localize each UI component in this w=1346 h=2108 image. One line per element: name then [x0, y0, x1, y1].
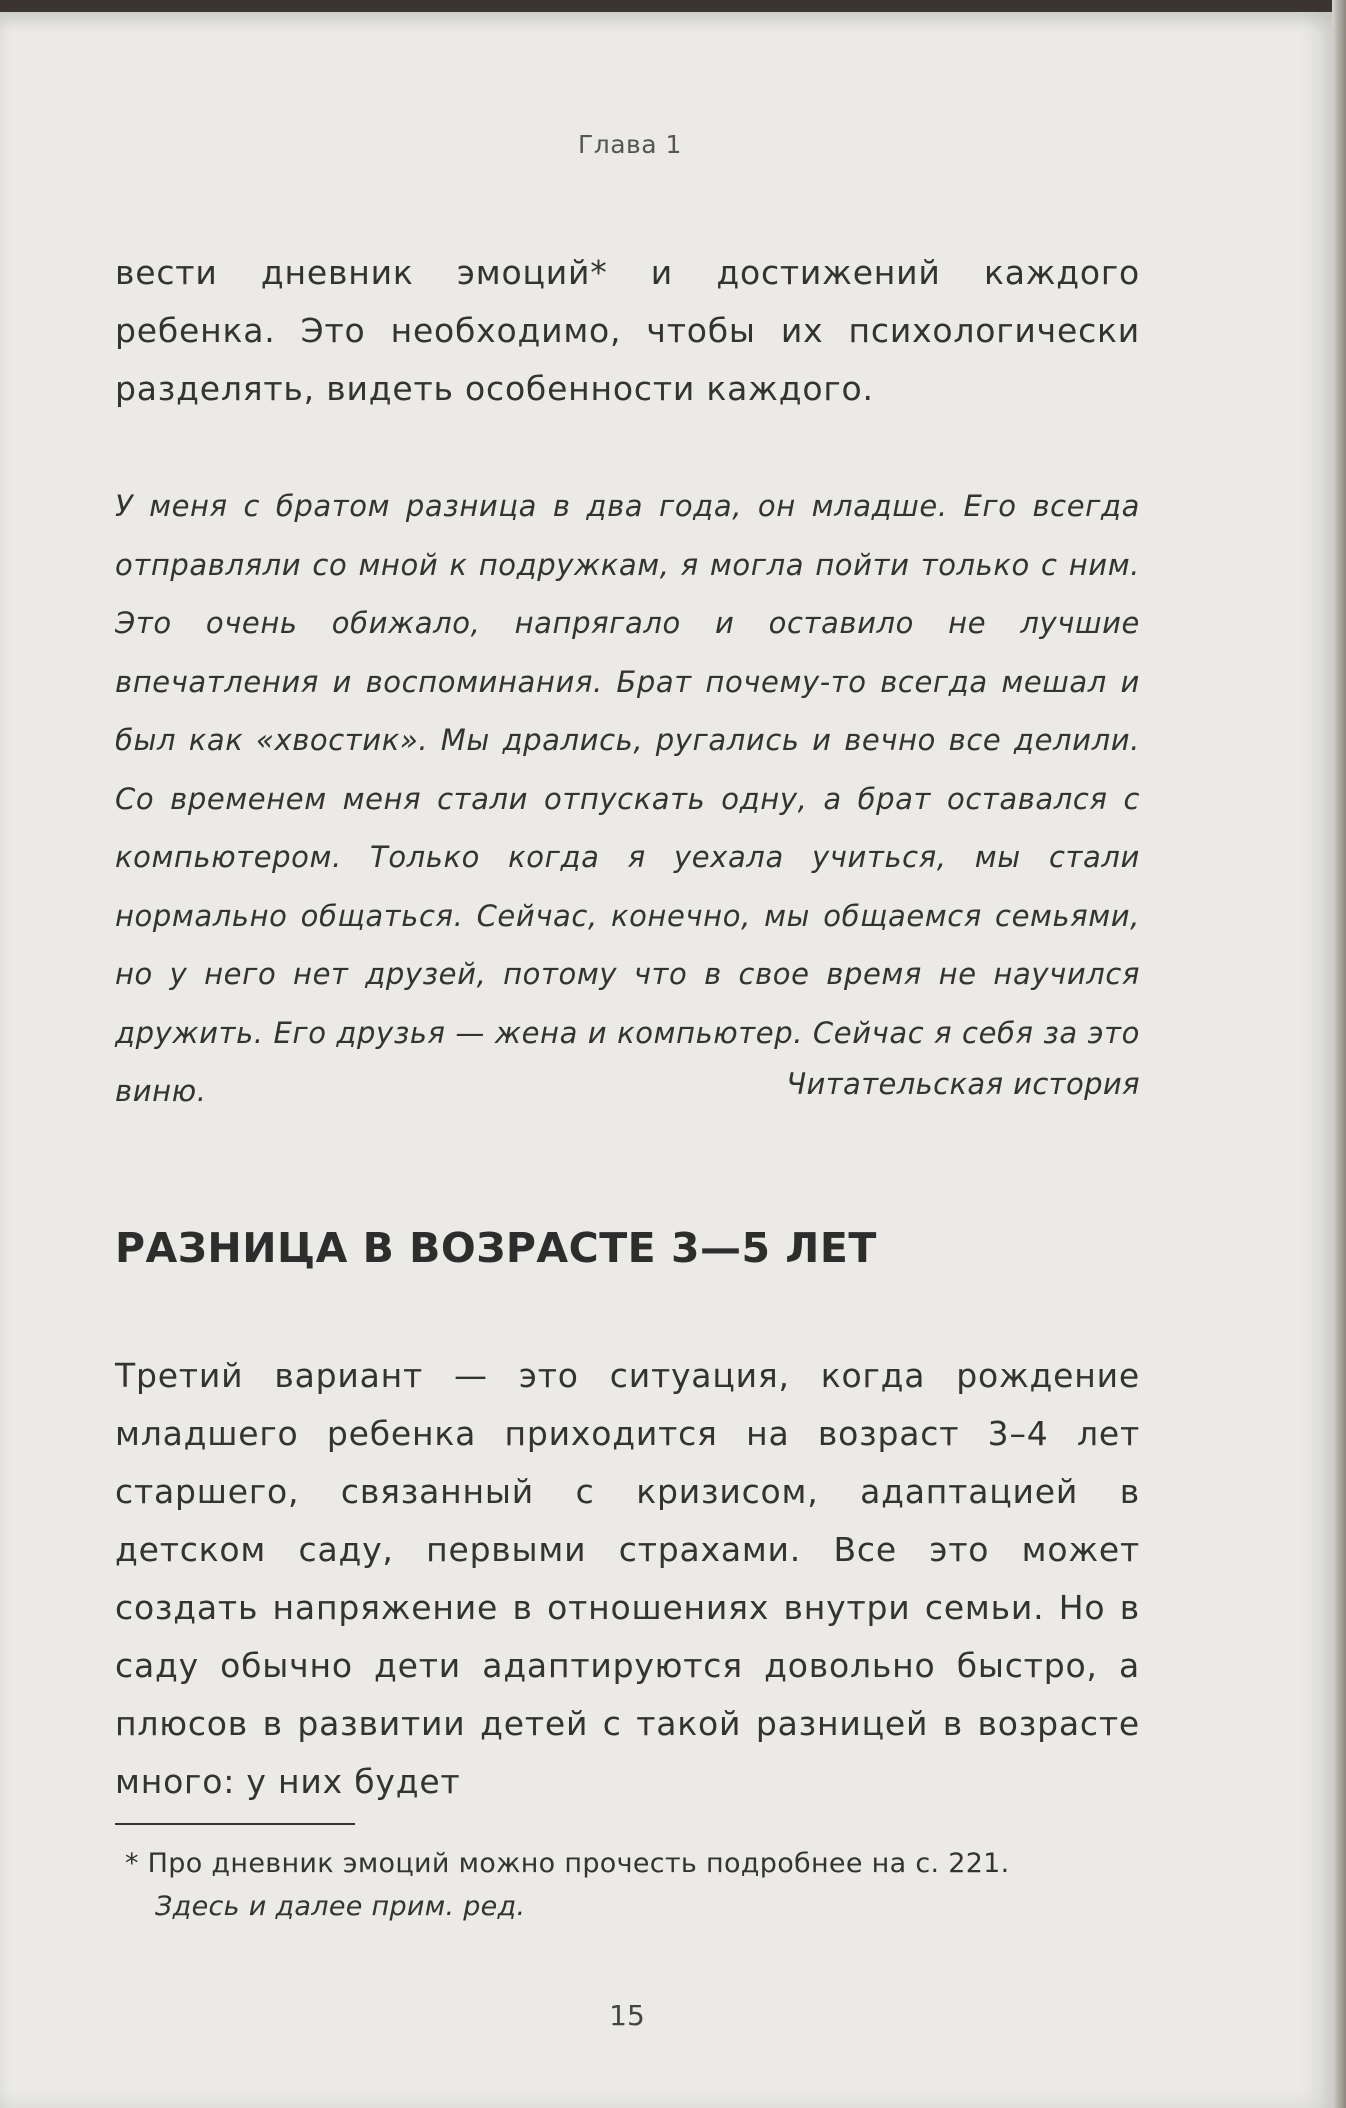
footnote-divider [115, 1823, 355, 1825]
book-edge [1332, 0, 1346, 2108]
footnote-text: * Про дневник эмоций можно прочесть подробнее на с. 221. [125, 1848, 1010, 1879]
page-number: 15 [609, 1999, 645, 2032]
reader-story: У меня с братом разница в два года, он младше. Его всегда отправляли со мной к подружкам, я могла пойти только с ним. Это очень обижало, напрягало и оставило не лучшие впечатления и воспоминания. Брат почему-то всегда мешал и был как «хвостик». Мы дрались, ругались и вечно все делили. Со временем меня стали отпускать одну, а брат оставался с компьютером. Только когда я уехала учиться, мы стали нормально общаться. Сейчас, конечно, мы общаемся семьями, но у него нет друзей, потому что в свое время не научился дружить. Его друзья — жена и компьютер. Сейчас я себя за это виню. [115, 489, 1140, 1108]
paragraph-intro: вести дневник эмоций* и достижений каждого ребенка. Это необходимо, чтобы их психологически разделять, видеть особенности каждого. [115, 253, 1140, 408]
footnote-editor-note: Здесь и далее прим. ред. [155, 1891, 526, 1922]
footnote [125, 1842, 1140, 1928]
book-page [0, 12, 1332, 2108]
running-head: Глава 1 [578, 130, 682, 159]
paragraph-age-difference: Третий вариант — это ситуация, когда рождение младшего ребенка приходится на возраст 3–4 лет старшего, связанный с кризисом, адаптацией в детском саду, первыми страхами. Все это может создать напряжение в отношениях внутри семьи. Но в саду обычно дети адаптируются довольно быстро, а плюсов в развитии детей с такой разницей в возрасте много: у них будет [115, 1356, 1140, 1801]
story-attribution: Читательская история [786, 1067, 1140, 1101]
section-heading: РАЗНИЦА В ВОЗРАСТЕ 3—5 ЛЕТ [115, 1224, 877, 1272]
